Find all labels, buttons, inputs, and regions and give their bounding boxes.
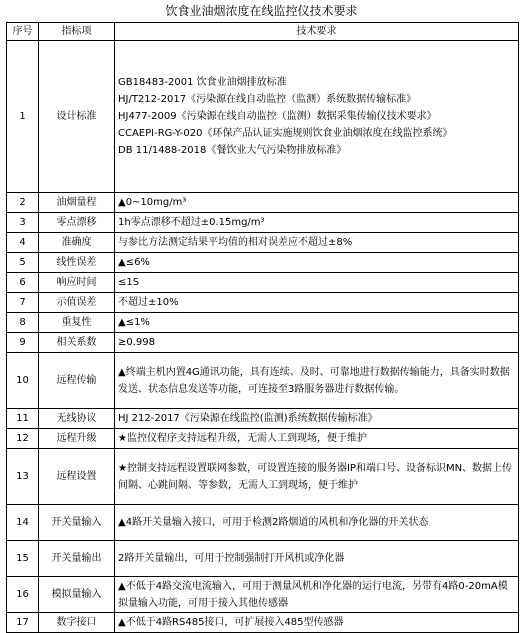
row-number: 12 xyxy=(7,429,39,449)
row-item: 线性误差 xyxy=(39,253,115,273)
row-requirement xyxy=(115,193,519,213)
table-row xyxy=(7,193,519,213)
requirement-text: ▲≤1% xyxy=(118,317,150,328)
table-row xyxy=(7,505,519,541)
requirement-text: ▲0~10mg/m³ xyxy=(118,197,187,208)
row-requirement xyxy=(115,253,519,273)
row-requirement xyxy=(115,505,519,541)
header-requirement: 技术要求 xyxy=(115,23,519,41)
row-number: 7 xyxy=(7,293,39,313)
requirement-text: 与参比方法测定结果平均值的相对误差应不超过±8% xyxy=(118,237,353,248)
table-row xyxy=(7,429,519,449)
row-requirement xyxy=(115,409,519,429)
table-row xyxy=(7,273,519,293)
row-item: 零点漂移 xyxy=(39,213,115,233)
requirement-text: ★控制支持远程设置联网参数，可设置连接的服务器IP和端口号、设备标识MN、数据上传间隔、心跳间隔、等参数，无需人工到现场，便于维护 xyxy=(118,462,513,491)
table-row xyxy=(7,233,519,253)
row-item: 油烟量程 xyxy=(39,193,115,213)
requirement-text: ▲不低于4路交流电流输入，可用于测量风机和净化器的运行电流，另带有4路0-20mA模拟量输入功能，可用于接入其他传感器 xyxy=(118,580,508,609)
row-requirement xyxy=(115,577,519,613)
row-requirement xyxy=(115,353,519,409)
row-number: 5 xyxy=(7,253,39,273)
row-number: 16 xyxy=(7,577,39,613)
header-no: 序号 xyxy=(7,23,39,41)
row-item: 重复性 xyxy=(39,313,115,333)
requirement-line: CCAEPI-RG-Y-020《环保产品认证实施规则饮食业油烟浓度在线监控系统》 xyxy=(118,128,453,139)
requirement-text: ≤1S xyxy=(118,277,140,288)
row-item: 开关量输出 xyxy=(39,541,115,577)
row-requirement xyxy=(115,313,519,333)
table-header-row xyxy=(7,23,519,41)
row-item: 响应时间 xyxy=(39,273,115,293)
row-item: 开关量输入 xyxy=(39,505,115,541)
document-title: 饮食业油烟浓度在线监控仪技术要求 xyxy=(165,4,358,18)
row-item: 设计标准 xyxy=(39,41,115,193)
row-item: 示值误差 xyxy=(39,293,115,313)
table-row xyxy=(7,449,519,505)
table-row xyxy=(7,253,519,273)
row-requirement xyxy=(115,613,519,633)
row-number: 4 xyxy=(7,233,39,253)
row-number: 6 xyxy=(7,273,39,293)
requirement-line: DB 11/1488-2018《餐饮业大气污染物排放标准》 xyxy=(118,145,347,156)
requirement-text: ▲终端主机内置4G通讯功能，具有连续、及时、可靠地进行数据传输能力，具备实时数据发送、状态信息发送等功能，可连接至3路服务器进行数据传输。 xyxy=(118,366,510,395)
table-row xyxy=(7,213,519,233)
row-requirement xyxy=(115,41,519,193)
table-row xyxy=(7,293,519,313)
row-requirement xyxy=(115,293,519,313)
requirement-line: GB18483-2001 饮食业油烟排放标准 xyxy=(118,77,287,88)
row-number: 10 xyxy=(7,353,39,409)
row-number: 2 xyxy=(7,193,39,213)
requirement-text: ▲不低于4路RS485接口，可扩展接入485型传感器 xyxy=(118,617,344,628)
requirement-text: ▲4路开关量输入接口，可用于检测2路烟道的风机和净化器的开关状态 xyxy=(118,517,429,528)
row-item: 模拟量输入 xyxy=(39,577,115,613)
row-requirement xyxy=(115,449,519,505)
requirement-text: ▲≤6% xyxy=(118,257,150,268)
table-row xyxy=(7,577,519,613)
requirement-text: 2路开关量输出，可用于控制强制打开风机或净化器 xyxy=(118,553,345,564)
requirement-text: HJ 212-2017《污染源在线监控(监测)系统数据传输标准》 xyxy=(118,413,378,424)
requirement-line: HJ477-2009《污染源在线自动监控（监测）数据采集传输仪技术要求》 xyxy=(118,111,437,122)
requirement-text: ≥0.998 xyxy=(118,337,156,348)
row-item: 远程设置 xyxy=(39,449,115,505)
row-number: 8 xyxy=(7,313,39,333)
row-number: 11 xyxy=(7,409,39,429)
table-row xyxy=(7,541,519,577)
table-body xyxy=(7,41,519,633)
row-number: 3 xyxy=(7,213,39,233)
table-row xyxy=(7,313,519,333)
table-row xyxy=(7,353,519,409)
row-requirement xyxy=(115,233,519,253)
table-row xyxy=(7,613,519,633)
row-item: 远程传输 xyxy=(39,353,115,409)
row-item: 数字接口 xyxy=(39,613,115,633)
requirement-text: ★监控仪程序支持远程升级，无需人工到现场，便于维护 xyxy=(118,433,367,444)
row-requirement xyxy=(115,273,519,293)
row-item: 准确度 xyxy=(39,233,115,253)
table-row xyxy=(7,41,519,193)
row-number: 17 xyxy=(7,613,39,633)
row-item: 无线协议 xyxy=(39,409,115,429)
row-requirement xyxy=(115,333,519,353)
row-number: 13 xyxy=(7,449,39,505)
row-number: 9 xyxy=(7,333,39,353)
header-item: 指标项 xyxy=(39,23,115,41)
row-requirement xyxy=(115,429,519,449)
row-number: 14 xyxy=(7,505,39,541)
row-item: 相关系数 xyxy=(39,333,115,353)
row-number: 1 xyxy=(7,41,39,193)
row-item: 远程升级 xyxy=(39,429,115,449)
row-requirement xyxy=(115,541,519,577)
table-row xyxy=(7,409,519,429)
requirement-text: 不超过±10% xyxy=(118,297,179,308)
table-row xyxy=(7,333,519,353)
row-number: 15 xyxy=(7,541,39,577)
requirement-text: 1h零点漂移不超过±0.15mg/m³ xyxy=(118,217,265,228)
row-requirement xyxy=(115,213,519,233)
requirement-line: HJ/T212-2017《污染源在线自动监控（监测）系统数据传输标准》 xyxy=(118,94,417,105)
spec-table xyxy=(6,22,519,633)
